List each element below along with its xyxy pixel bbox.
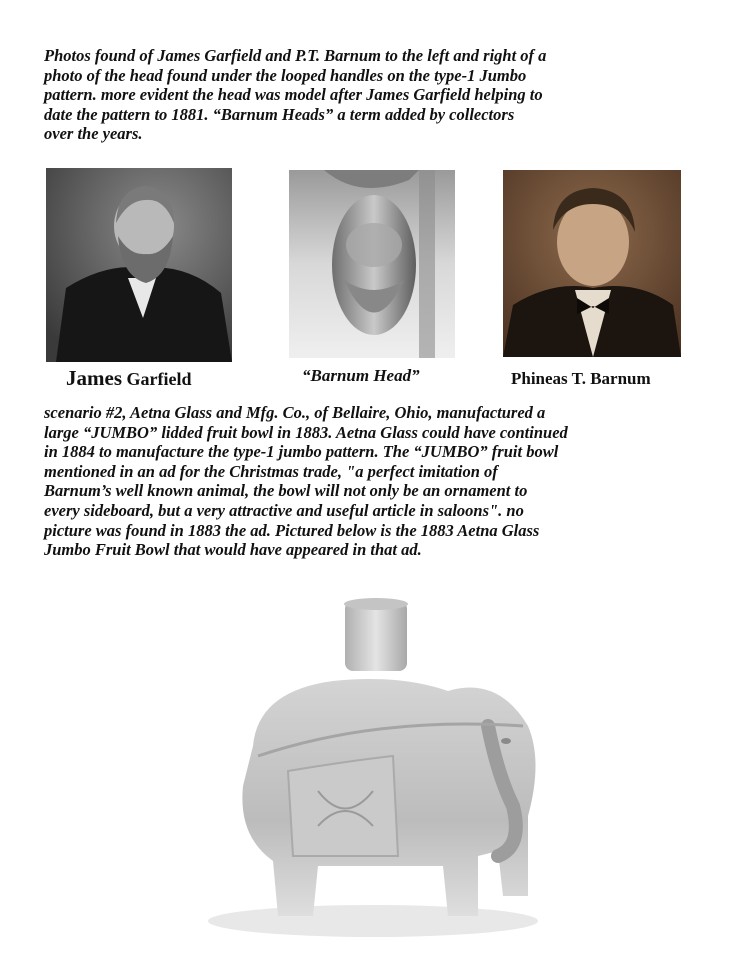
barnum-caption: Phineas T. Barnum [511, 369, 651, 388]
garfield-caption-last: Garfield [126, 369, 192, 389]
garfield-portrait-photo [46, 168, 232, 362]
barnum-head-glass-photo [289, 170, 455, 358]
garfield-caption-first: James [66, 366, 122, 390]
garfield-caption [66, 366, 192, 391]
barnum-head-caption: “Barnum Head” [302, 366, 420, 385]
barnum-portrait-photo [503, 170, 681, 357]
intro-paragraph: Photos found of James Garfield and P.T. Barnum to the left and right of a photo of the head found under the looped handles on the type-1 Jumbo pattern. more evident the head was model after James Garfield helping to date the pattern to 1881. “Barnum Heads” a term added by collectors over the years. [44, 46, 547, 144]
jumbo-fruit-bowl-photo [198, 596, 560, 944]
scenario-paragraph: scenario #2, Aetna Glass and Mfg. Co., of Bellaire, Ohio, manufactured a large “JUMBO” lidded fruit bowl in 1883. Aetna Glass could have continued in 1884 to manufacture the type-1 jumbo pattern. The “JUMBO” fruit bowl mentioned in an ad for the Christmas trade, "a perfect imitation of Barnum’s well known animal, the bowl will not only be an ornament to every sideboard, but a very attractive and useful article in saloons". no picture was found in 1883 the ad. Pictured below is the 1883 Aetna Glass Jumbo Fruit Bowl that would have appeared in that ad. [44, 403, 568, 560]
